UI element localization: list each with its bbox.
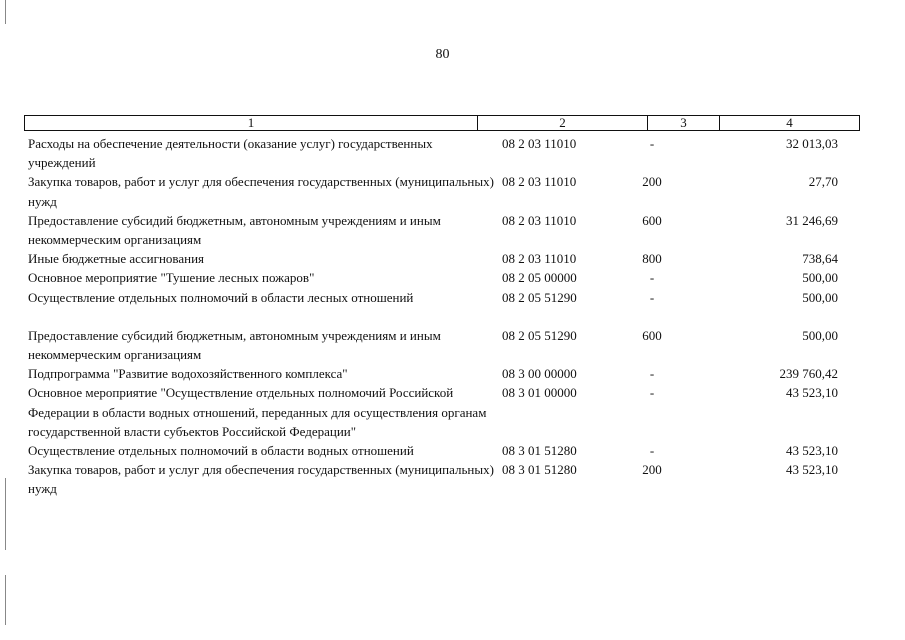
row-type: 600 xyxy=(642,212,662,228)
row-type: 600 xyxy=(642,327,662,343)
row-type: - xyxy=(649,366,655,382)
row-name: Расходы на обеспечение деятельности (оказание услуг) государственных учреждений xyxy=(28,136,433,171)
row-code: 08 2 03 11010 xyxy=(502,136,577,151)
row-name: Подпрограмма "Развитие водохозяйственного комплекса" xyxy=(28,366,348,382)
row-name: Предоставление субсидий бюджетным, автономным учреждениям и иным некоммерческим организациям xyxy=(28,327,441,363)
row-type: - xyxy=(649,443,655,459)
margin-line-bottom xyxy=(5,575,6,625)
table-row xyxy=(28,364,838,383)
table-row xyxy=(28,249,838,268)
table-row xyxy=(28,383,838,441)
row-code: 08 3 01 00000 xyxy=(502,385,577,401)
row-sum: 500,00 xyxy=(802,270,838,286)
row-code: 08 2 05 51290 xyxy=(502,327,577,343)
table-row xyxy=(28,268,838,287)
row-code: 08 2 05 00000 xyxy=(502,270,577,286)
row-name: Основное мероприятие "Осуществление отдельных полномочий Российской Федерации в области водных отношений, переданных для осуществления органам государственной власти субъектов Российской Федерации" xyxy=(28,385,487,439)
table-row xyxy=(28,326,838,364)
row-name: Закупка товаров, работ и услуг для обеспечения государственных (муниципальных) нужд xyxy=(28,174,494,209)
row-sum: 43 523,10 xyxy=(786,462,838,478)
row-type: 200 xyxy=(642,174,662,190)
row-sum: 31 246,69 xyxy=(786,212,838,228)
margin-line-mid xyxy=(5,478,6,550)
table-row xyxy=(28,211,838,249)
header-col-4: 4 xyxy=(719,116,859,130)
margin-line-top xyxy=(5,0,6,24)
row-sum: 43 523,10 xyxy=(786,443,838,459)
row-name: Осуществление отдельных полномочий в области водных отношений xyxy=(28,443,414,459)
row-type: - xyxy=(649,289,655,305)
table-row xyxy=(28,441,838,460)
header-col-2: 2 xyxy=(477,116,647,130)
header-col-1: 1 xyxy=(247,115,255,130)
row-sum: 500,00 xyxy=(802,289,838,305)
row-type: - xyxy=(649,136,655,151)
row-code: 08 2 05 51290 xyxy=(502,289,577,305)
row-type: - xyxy=(649,270,655,286)
row-type: - xyxy=(649,385,655,401)
row-sum: 239 760,42 xyxy=(779,366,838,382)
table-body xyxy=(28,134,838,499)
row-name: Основное мероприятие "Тушение лесных пожаров" xyxy=(28,270,315,286)
row-name: Осуществление отдельных полномочий в области лесных отношений xyxy=(28,289,414,305)
row-sum: 500,00 xyxy=(802,327,838,343)
row-name: Предоставление субсидий бюджетным, автономным учреждениям и иным некоммерческим организациям xyxy=(28,212,441,248)
row-sum: 27,70 xyxy=(808,174,838,190)
row-name: Иные бюджетные ассигнования xyxy=(28,251,205,267)
row-sum: 738,64 xyxy=(802,251,838,267)
row-code: 08 2 03 11010 xyxy=(502,174,577,190)
row-type: 200 xyxy=(642,462,662,478)
table-row xyxy=(28,460,838,498)
row-sum: 43 523,10 xyxy=(786,385,838,401)
row-code: 08 3 01 51280 xyxy=(502,462,577,478)
row-name: Закупка товаров, работ и услуг для обеспечения государственных (муниципальных) нужд xyxy=(28,462,494,497)
table-header xyxy=(24,115,860,131)
page-number: 80 xyxy=(435,47,450,62)
table-row xyxy=(28,172,838,210)
row-sum: 32 013,03 xyxy=(786,136,838,151)
row-code: 08 3 01 51280 xyxy=(502,443,577,459)
row-code: 08 2 03 11010 xyxy=(502,251,577,267)
row-code: 08 3 00 00000 xyxy=(502,366,577,382)
header-col-3: 3 xyxy=(647,116,719,130)
table-row xyxy=(28,134,838,172)
row-type: 800 xyxy=(642,251,662,267)
table-row xyxy=(28,288,838,307)
row-code: 08 2 03 11010 xyxy=(502,212,577,228)
